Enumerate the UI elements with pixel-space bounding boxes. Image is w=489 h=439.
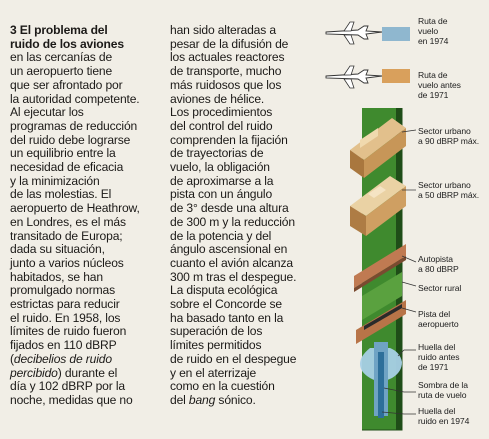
body-line: en Londres, es el más xyxy=(10,214,126,229)
body-line: un aeropuerto tiene xyxy=(10,64,113,79)
body-line: pesar de la difusión de xyxy=(170,36,289,51)
label-noise-1974 xyxy=(418,406,469,426)
body-line: día y 102 dBRP por la xyxy=(10,379,125,394)
label-line: Sector rural xyxy=(418,283,462,293)
label-line: Autopista xyxy=(418,254,453,264)
section-heading-line-2: ruido de los aviones xyxy=(10,36,124,51)
label-line: ruido antes xyxy=(418,352,460,362)
label-route-1974 xyxy=(418,16,448,46)
body-line: estrictas para reducir xyxy=(10,297,120,312)
italic-term: bang xyxy=(188,392,216,407)
label-rural-sector xyxy=(418,283,461,293)
body-line: superación de los xyxy=(170,324,263,339)
noise-footprint-1974 xyxy=(378,352,384,418)
label-line: Sector urbano xyxy=(418,180,471,190)
body-line: de aproximarse a la xyxy=(170,173,274,188)
body-line: de 300 m y la reducción xyxy=(170,214,295,229)
label-line: ruido en 1974 xyxy=(418,416,470,426)
body-line: ángulo ascensional en xyxy=(170,242,288,257)
route-pre-1971-band xyxy=(382,69,410,83)
body-line: sobre el Concorde se xyxy=(170,297,282,312)
label-line: a 50 dBRP máx. xyxy=(418,190,480,200)
body-line: que ser afrontado por xyxy=(10,77,123,92)
italic-term: percibido xyxy=(10,365,58,380)
body-line: como en la cuestión xyxy=(170,379,275,394)
body-line: promulgado normas xyxy=(10,283,116,298)
body-line: de 3° desde una altura xyxy=(170,201,289,216)
noise-footprint-illustration xyxy=(320,0,489,434)
body-line: aeropuerto de Heathrow, xyxy=(10,201,140,216)
route-1974-band xyxy=(382,27,410,41)
body-line: Los procedimientos xyxy=(170,105,273,120)
label-line: Pista del xyxy=(418,309,451,319)
body-line: pista con un ángulo xyxy=(170,187,273,202)
label-line: de 1971 xyxy=(418,90,449,100)
label-line: a 90 dBRP máx. xyxy=(418,136,480,146)
body-line: los actuales reactores xyxy=(170,50,285,65)
section-heading-line-1: 3 El problema del xyxy=(10,23,108,37)
body-line: límites permitidos xyxy=(170,338,262,353)
paren-open: ( xyxy=(10,351,14,366)
body-fragment: del xyxy=(170,392,189,407)
body-line: Al ejecutar los xyxy=(10,105,84,120)
body-line: y en el aterrizaje xyxy=(170,365,257,380)
label-noise-pre-1971 xyxy=(418,342,459,372)
body-line: de ruido en el despegue xyxy=(170,351,297,366)
label-line: de 1971 xyxy=(418,362,449,372)
body-line: de la potencia y del xyxy=(170,228,272,243)
body-line: más ruidosos que los xyxy=(170,77,282,92)
label-line: Ruta de xyxy=(418,16,448,26)
body-line: vuelo, la obligación xyxy=(170,160,270,175)
body-line: comprenden la fijación xyxy=(170,132,288,147)
body-fragment: sónico. xyxy=(215,392,256,407)
label-line: Ruta de xyxy=(418,70,448,80)
label-motorway xyxy=(418,254,459,274)
label-line: Sector urbano xyxy=(418,126,471,136)
body-line: de las molestias. El xyxy=(10,187,112,202)
body-line: noche, medidas que no xyxy=(10,392,133,407)
label-line: vuelo antes xyxy=(418,80,461,90)
body-line: junto a varios núcleos xyxy=(10,255,124,270)
label-line: vuelo xyxy=(418,26,439,36)
text-column-2 xyxy=(170,24,320,408)
body-line: necesidad de eficacia xyxy=(10,160,124,175)
airplane-pre-1971-icon xyxy=(326,66,382,88)
body-line: ha basado tanto en la xyxy=(170,310,284,325)
body-line: transitado de Europa; xyxy=(10,228,123,243)
body-fragment: ) durante el xyxy=(57,365,118,380)
body-line: la autoridad competente. xyxy=(10,91,140,106)
body-line: habitados, se han xyxy=(10,269,103,284)
body-line: de transporte, mucho xyxy=(170,64,282,79)
body-line: fijados en 110 dBRP xyxy=(10,338,117,353)
label-runway xyxy=(418,309,459,329)
body-line: dada su situación, xyxy=(10,242,105,257)
body-line: límites de ruido fueron xyxy=(10,324,127,339)
body-line xyxy=(170,394,320,408)
italic-term: decibelios de ruido xyxy=(13,351,112,366)
label-line: aeropuerto xyxy=(418,319,459,329)
label-route-pre-1971 xyxy=(418,70,461,100)
body-line: del control del ruido xyxy=(170,118,273,133)
body-line: 300 m tras el despegue. xyxy=(170,269,297,284)
body-line xyxy=(10,353,157,367)
body-line: y la minimización xyxy=(10,173,100,188)
body-line: un equilibrio entre la xyxy=(10,146,116,161)
label-line: Sombra de la xyxy=(418,380,468,390)
label-line: Huella del xyxy=(418,342,456,352)
airplane-1974-icon xyxy=(326,22,382,44)
label-line: a 80 dBRP xyxy=(418,264,459,274)
illustration-canvas xyxy=(320,0,489,434)
label-line: ruta de vuelo xyxy=(418,390,467,400)
label-route-shadow xyxy=(418,380,468,400)
body-line: del ruido debe lograrse xyxy=(10,132,131,147)
body-line: programas de reducción xyxy=(10,118,138,133)
text-column-1 xyxy=(10,24,157,408)
label-urban-90 xyxy=(418,126,479,146)
body-line: en las cercanías de xyxy=(10,50,113,65)
body-line: han sido alteradas a xyxy=(170,23,276,37)
terrain-strip-shadow xyxy=(396,108,402,430)
label-urban-50 xyxy=(418,180,479,200)
body-line: de trayectorias de xyxy=(170,146,264,161)
body-line: cuanto el avión alcanza xyxy=(170,255,293,270)
body-line xyxy=(10,367,157,381)
body-line: La disputa ecológica xyxy=(170,283,278,298)
body-line: el ruido. En 1958, los xyxy=(10,310,121,325)
label-line: en 1974 xyxy=(418,36,449,46)
label-line: Huella del xyxy=(418,406,456,416)
body-line: aviones de hélice. xyxy=(170,91,265,106)
